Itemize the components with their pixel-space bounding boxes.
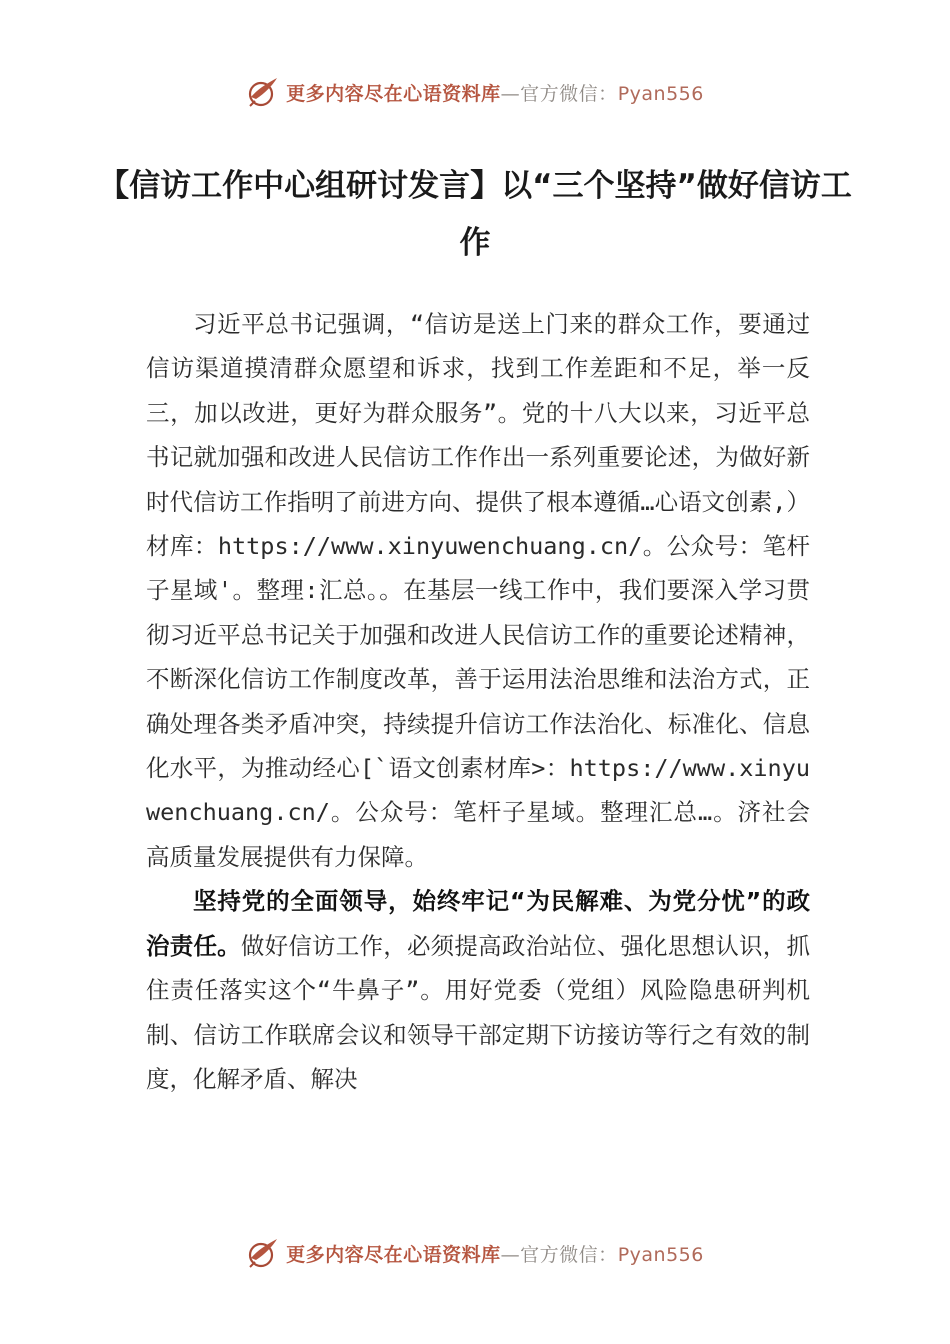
watermark-official-label: —官方微信： bbox=[500, 1243, 618, 1266]
watermark-wechat-id: Pyan556 bbox=[617, 1243, 704, 1266]
paragraph bbox=[146, 879, 810, 1101]
paragraph-text: 习近平总书记强调，“信访是送上门来的群众工作，要通过信访渠道摸清群众愿望和诉求，找到工作差距和不足，举一反三，加以改进，更好为群众服务”。党的十八大以来，习近平总书记就加强和改进人民信访工作作出一系列重要论述，为做好新时代信访工作指明了前进方向、提供了根本遵循…心语文创素,）材库：https://www.xinyuwenchuang.cn/。公众号：笔杆子星域'。整理:汇总。。在基层一线工作中，我们要深入学习贯彻习近平总书记关于加强和改进人民信访工作的重要论述精神，不断深化信访工作制度改革，善于运用法治思维和法治方式，正确处理各类矛盾冲突，持续提升信访工作法治化、标准化、信息化水平，为推动经心[`语文创素材库>：https://www.xinyuwenchuang.cn/。公众号：笔杆子星域。整理汇总…。济社会高质量发展提供有力保障。 bbox=[146, 310, 810, 871]
watermark-wechat-id: Pyan556 bbox=[617, 82, 704, 105]
footer-watermark bbox=[0, 1233, 950, 1273]
watermark-brand: 更多内容尽在心语资料库 bbox=[286, 82, 501, 105]
watermark-official-label: —官方微信： bbox=[500, 82, 618, 105]
watermark-brand: 更多内容尽在心语资料库 bbox=[286, 1243, 501, 1266]
watermark-text bbox=[286, 79, 704, 106]
watermark-text bbox=[286, 1240, 704, 1267]
quill-logo-icon bbox=[246, 1236, 280, 1270]
header-watermark bbox=[0, 72, 950, 112]
quill-logo-icon bbox=[246, 75, 280, 109]
paragraph bbox=[146, 302, 810, 879]
document-body bbox=[146, 302, 810, 1101]
paragraph-text: 做好信访工作，必须提高政治站位、强化思想认识，抓住责任落实这个“牛鼻子”。用好党委（党组）风险隐患研判机制、信访工作联席会议和领导干部定期下访接访等行之有效的制度，化解矛盾、解决 bbox=[146, 931, 811, 1093]
paragraph-lead: 坚持党的全面领导，始终牢记“为民解难、为党分忧”的政治责任。 bbox=[146, 887, 810, 960]
document-title: 【信访工作中心组研讨发言】以“三个坚持”做好信访工作 bbox=[98, 168, 852, 261]
